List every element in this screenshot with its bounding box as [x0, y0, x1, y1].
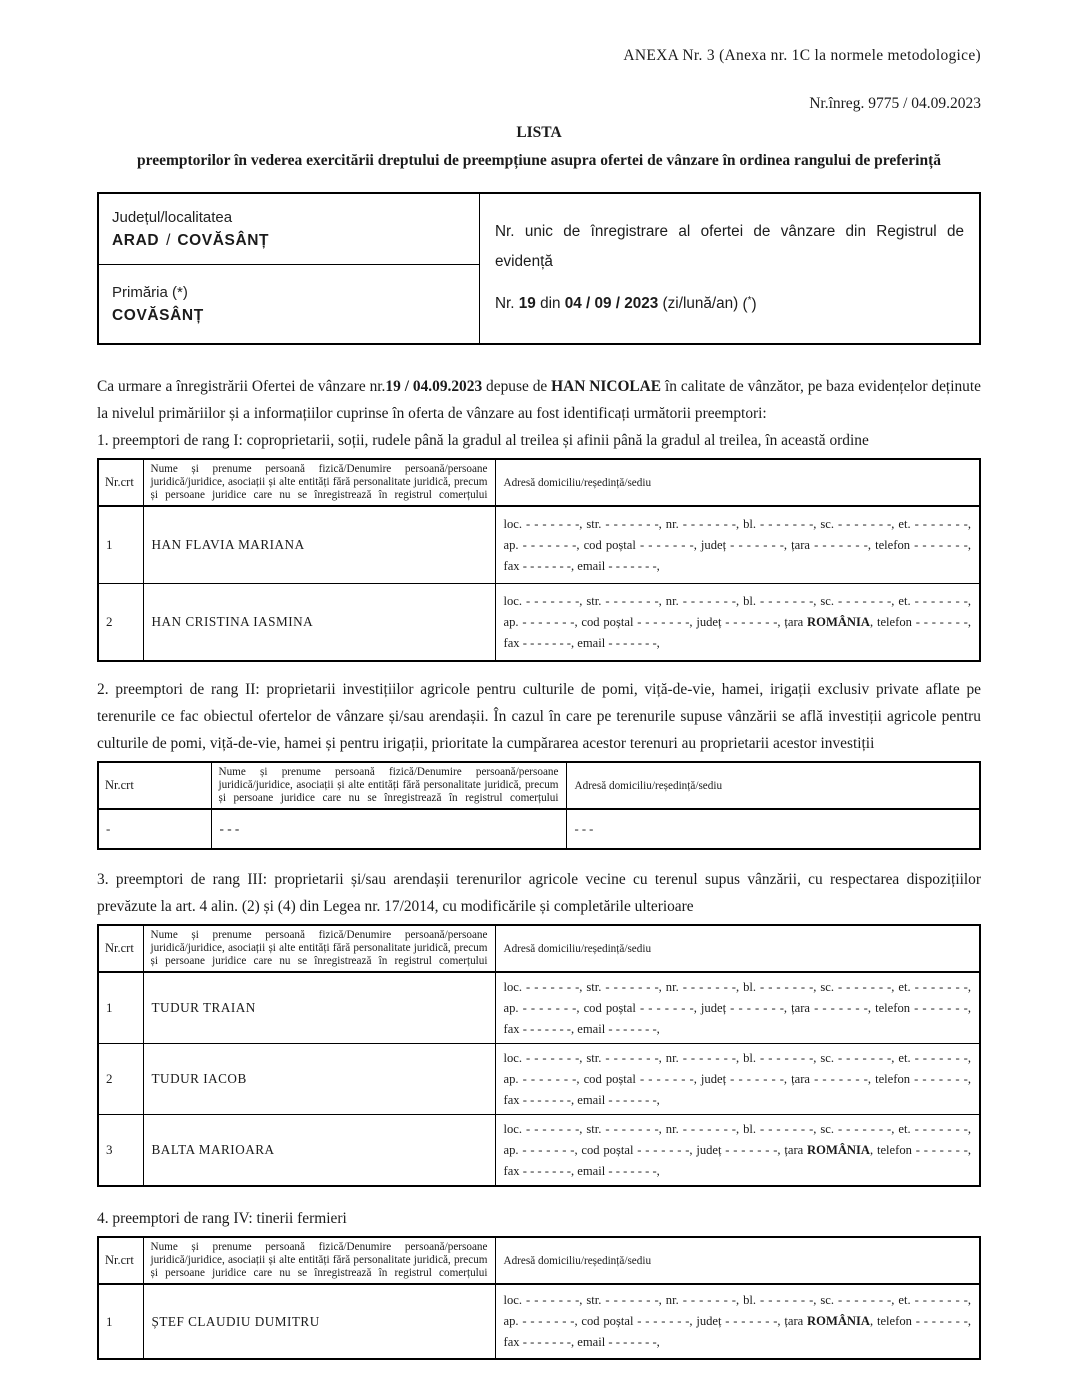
rank3-preemptors-table: [97, 924, 981, 1187]
table-header-row: [98, 925, 980, 972]
col-header-name: Nume și prenume persoană fizică/Denumire persoană/persoane juridică/juridice, asociații și alte entități fără personalitate juridică, precum și persoane juridice care nu se înregistrează în registrul comerțului: [143, 925, 495, 972]
table-row: [98, 1284, 980, 1359]
address-line: loc. - - - - - - -, str. - - - - - - -, nr. - - - - - - -, bl. - - - - - - -, sc. - - - - - - -, et. - - - - - - -,: [503, 1050, 971, 1065]
county-name: ARAD: [112, 231, 160, 249]
section-rank4-heading: 4. preemptori de rang IV: tinerii fermieri: [97, 1210, 347, 1227]
preemptor-address: [495, 584, 980, 662]
nr-label: Nr.: [495, 295, 515, 313]
section-rank3-heading: 3. preemptori de rang III: proprietarii și/sau arendașii terenurilor agricole vecine cu terenul supus vânzării, cu respectarea dispozițiilor prevăzute la art. 4 alin. (2) și (4) din Legea nr. 17/2014, cu modificările și completările ulterioare: [97, 871, 981, 915]
preemptor-address: [495, 972, 980, 1044]
country-value: ROMÂNIA: [807, 1142, 871, 1157]
county-label: Județul/localitatea: [112, 208, 233, 226]
preemptor-name: - - -: [211, 809, 566, 849]
address-line: ap. - - - - - - -, cod poștal - - - - - - -, județ - - - - - - -, țara ROMÂNIA, telefon - - - - - - -,: [503, 614, 971, 629]
preemptor-address: [495, 1044, 980, 1115]
address-line: loc. - - - - - - -, str. - - - - - - -, nr. - - - - - - -, bl. - - - - - - -, sc. - - - - - - -, et. - - - - - - -,: [503, 1121, 971, 1136]
col-header-address: Adresă domiciliu/reședință/sediu: [495, 459, 980, 506]
table-row: [98, 972, 980, 1044]
address-line: loc. - - - - - - -, str. - - - - - - -, nr. - - - - - - -, bl. - - - - - - -, sc. - - - - - - -, et. - - - - - - -,: [503, 979, 971, 994]
row-number: 2: [98, 584, 143, 662]
col-header-nrcrt: Nr.crt: [98, 925, 143, 972]
preemptor-address: - - -: [566, 809, 980, 849]
table-header-row: [98, 762, 980, 809]
address-line: ap. - - - - - - -, cod poștal - - - - - - -, județ - - - - - - -, țara - - - - - - -, telefon - - - - - - -,: [503, 1000, 972, 1015]
address-line: fax - - - - - - -, email - - - - - - -,: [503, 1163, 660, 1178]
seller-name: HAN NICOLAE: [551, 378, 662, 395]
county-separator: /: [166, 231, 171, 249]
section-rank2-heading: 2. preemptori de rang II: proprietarii investițiilor agricole pentru culturile de pomi, viță-de-vie, hamei, irigații exclusiv private aflate pe terenurile ce fac obiectul ofertelor de vânzare și/sau arendașii. În cazul în care pe terenurile supuse vânzării se află investiții agricole pentru culturile de pomi, viță-de-vie, hamei și pentru irigații, prioritate la cumpărarea acestor terenuri au proprietarii acestor investiții: [97, 681, 981, 752]
address-line: fax - - - - - - -, email - - - - - - -,: [503, 1092, 660, 1107]
table-row: [98, 809, 980, 849]
col-header-address: Adresă domiciliu/reședință/sediu: [495, 1237, 980, 1284]
cityhall-value: COVĂSÂNȚ: [112, 306, 204, 324]
rank2-preemptors-table: [97, 761, 981, 850]
offer-number-date: 19 / 04.09.2023: [385, 378, 483, 395]
country-value: - - - - - - -: [814, 1000, 868, 1015]
footnote-marker: (*): [742, 294, 757, 313]
col-header-nrcrt: Nr.crt: [98, 762, 211, 809]
col-header-name: Nume și prenume persoană fizică/Denumire persoană/persoane juridică/juridice, asociații și alte entități fără personalitate juridică, precum și persoane juridice care nu se înregistrează în registrul comerțului: [143, 1237, 495, 1284]
preemptor-name: TUDUR IACOB: [143, 1044, 495, 1115]
row-number: 3: [98, 1115, 143, 1187]
address-line: fax - - - - - - -, email - - - - - - -,: [503, 558, 660, 573]
offer-date: 04 / 09 / 2023: [564, 295, 659, 313]
preemptor-name: TUDUR TRAIAN: [143, 972, 495, 1044]
country-value: - - - - - - -: [814, 1071, 868, 1086]
document-subtitle: preemptorilor în vederea exercitării dreptului de preempțiune asupra ofertei de vânzare în ordinea rangului de preferință: [136, 152, 942, 169]
registration-info-table: [97, 192, 981, 345]
section-rank1-heading: 1. preemptori de rang I: coproprietarii, soții, rudele până la gradul al treilea și afinii până la gradul al treilea, în această ordine: [97, 432, 869, 449]
row-number: 1: [98, 1284, 143, 1359]
country-value: ROMÂNIA: [807, 1314, 871, 1328]
row-number: 1: [98, 506, 143, 584]
intro-paragraph: Ca urmare a înregistrării Ofertei de vânzare nr.19 / 04.09.2023 depuse de HAN NICOLAE în calitate de vânzător, pe baza evidențelor deținute la nivelul primăriilor și a informațiilor cuprinse în oferta de vânzare au fost identificați următorii preemptori:: [97, 378, 981, 422]
col-header-nrcrt: Nr.crt: [98, 459, 143, 506]
cityhall-label: Primăria (*): [112, 283, 188, 301]
row-number: 1: [98, 972, 143, 1044]
info-row-county: [98, 193, 980, 265]
address-line: ap. - - - - - - -, cod poștal - - - - - - -, județ - - - - - - -, țara ROMÂNIA, telefon - - - - - - -,: [503, 1314, 971, 1328]
preemptor-name: BALTA MARIOARA: [143, 1115, 495, 1187]
preemptor-address: [495, 1115, 980, 1187]
address-line: loc. - - - - - - -, str. - - - - - - -, nr. - - - - - - -, bl. - - - - - - -, sc. - - - - - - -, et. - - - - - - -,: [503, 593, 971, 608]
registry-number-cell: [480, 193, 981, 344]
country-value: ROMÂNIA: [807, 614, 871, 629]
table-row: [98, 506, 980, 584]
address-line: fax - - - - - - -, email - - - - - - -,: [503, 1335, 660, 1349]
preemptor-name: HAN CRISTINA IASMINA: [143, 584, 495, 662]
county-cell: [98, 193, 480, 265]
asterisk-icon: *: [747, 294, 752, 306]
county-value: [112, 232, 466, 250]
address-line: ap. - - - - - - -, cod poștal - - - - - - -, județ - - - - - - -, țara - - - - - - -, telefon - - - - - - -,: [503, 537, 972, 552]
rank1-preemptors-table: [97, 458, 981, 662]
table-row: [98, 1115, 980, 1187]
row-number: 2: [98, 1044, 143, 1115]
registry-number-label: Nr. unic de înregistrare al ofertei de vânzare din Registrul de evidență: [495, 223, 964, 271]
registration-number-line: Nr.înreg. 9775 / 04.09.2023: [809, 95, 981, 112]
date-format-note: (zi/lună/an): [662, 295, 739, 313]
row-number: -: [98, 809, 211, 849]
preemptor-name: ȘTEF CLAUDIU DUMITRU: [143, 1284, 495, 1359]
locality-name: COVĂSÂNȚ: [177, 231, 270, 249]
country-value: - - - - - - -: [814, 537, 868, 552]
preemptor-address: [495, 1284, 980, 1359]
address-line: ap. - - - - - - -, cod poștal - - - - - - -, județ - - - - - - -, țara - - - - - - -, telefon - - - - - - -,: [503, 1071, 972, 1086]
table-header-row: [98, 459, 980, 506]
table-row: [98, 1044, 980, 1115]
registry-number-value-line: [495, 285, 964, 319]
preemptor-name: HAN FLAVIA MARIANA: [143, 506, 495, 584]
offer-number: 19: [518, 295, 536, 313]
preemptor-address: [495, 506, 980, 584]
rank4-preemptors-table: [97, 1236, 981, 1360]
col-header-nrcrt: Nr.crt: [98, 1237, 143, 1284]
address-line: loc. - - - - - - -, str. - - - - - - -, nr. - - - - - - -, bl. - - - - - - -, sc. - - - - - - -, et. - - - - - - -,: [503, 1293, 971, 1307]
table-row: [98, 584, 980, 662]
col-header-name: Nume și prenume persoană fizică/Denumire persoană/persoane juridică/juridice, asociații și alte entități fără personalitate juridică, precum și persoane juridice care nu se înregistrează în registrul comerțului: [143, 459, 495, 506]
annex-reference-line: ANEXA Nr. 3 (Anexa nr. 1C la normele metodologice): [623, 47, 981, 64]
table-header-row: [98, 1237, 980, 1284]
address-line: ap. - - - - - - -, cod poștal - - - - - - -, județ - - - - - - -, țara ROMÂNIA, telefon - - - - - - -,: [503, 1142, 971, 1157]
din-label: din: [540, 295, 561, 313]
cityhall-cell: [98, 265, 480, 345]
address-line: fax - - - - - - -, email - - - - - - -,: [503, 1021, 660, 1036]
address-line: loc. - - - - - - -, str. - - - - - - -, nr. - - - - - - -, bl. - - - - - - -, sc. - - - - - - -, et. - - - - - - -,: [503, 516, 971, 531]
document-content: [97, 47, 981, 1360]
col-header-address: Adresă domiciliu/reședință/sediu: [495, 925, 980, 972]
col-header-address: Adresă domiciliu/reședință/sediu: [566, 762, 980, 809]
document-title: LISTA: [516, 124, 562, 141]
address-line: fax - - - - - - -, email - - - - - - -,: [503, 635, 660, 650]
col-header-name: Nume și prenume persoană fizică/Denumire persoană/persoane juridică/juridice, asociații și alte entități fără personalitate juridică, precum și persoane juridice care nu se înregistrează în registrul comerțului: [211, 762, 566, 809]
